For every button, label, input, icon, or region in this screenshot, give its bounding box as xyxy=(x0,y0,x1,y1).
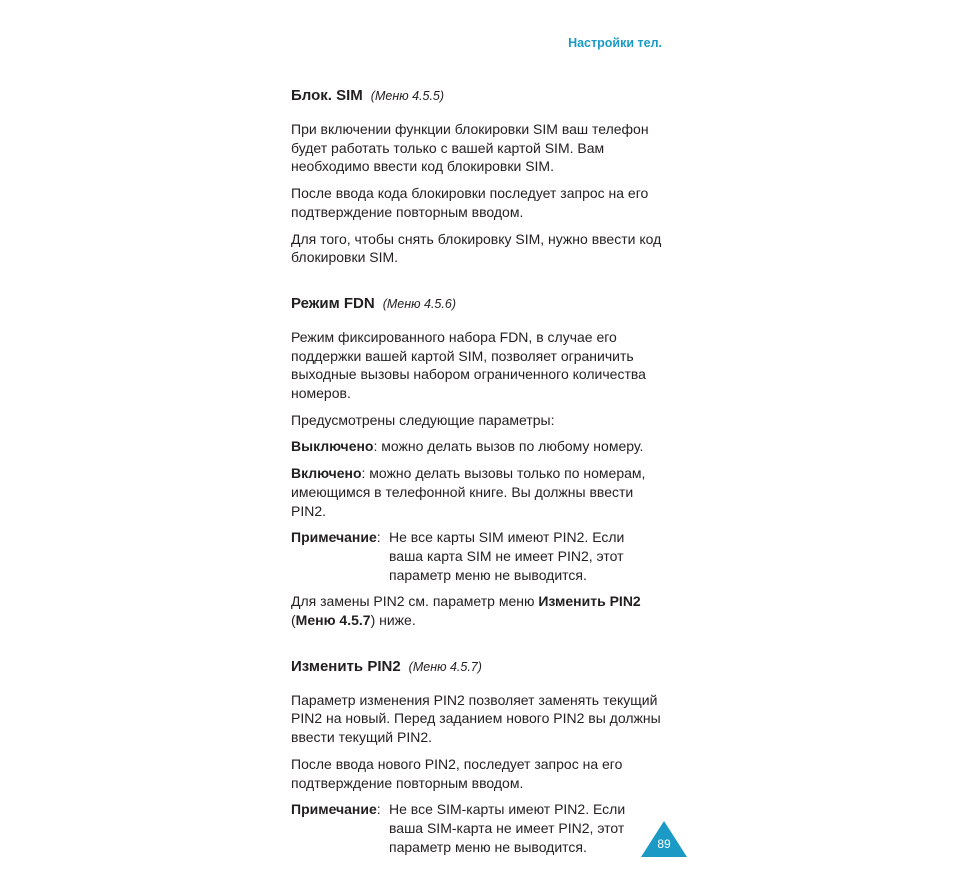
section-title: Изменить PIN2 xyxy=(291,657,401,675)
running-header: Настройки тел. xyxy=(568,36,662,50)
menu-number: Меню 4.5.7 xyxy=(295,612,371,629)
page-content xyxy=(291,87,671,864)
section-heading-fdn xyxy=(291,295,671,312)
note-colon: : xyxy=(376,801,381,818)
text-run: ) ниже. xyxy=(370,612,416,629)
note-text: Не все карты SIM имеют PIN2. Если ваша карта SIM не имеет PIN2, этот параметр меню не выводится. xyxy=(389,529,625,583)
paragraph: При включении функции блокировки SIM ваш телефон будет работать только с вашей картой SIM. Вам необходимо ввести код блокировки SIM. xyxy=(291,121,649,175)
option-text: : можно делать вызов по любому номеру. xyxy=(373,438,644,455)
note-text: Не все SIM-карты имеют PIN2. Если ваша SIM-карта не имеет PIN2, этот параметр меню не выводится. xyxy=(389,801,626,855)
text-run: Для замены PIN2 см. параметр меню xyxy=(291,593,539,610)
option-label: Включено xyxy=(291,465,362,482)
paragraph-pin2-reference xyxy=(291,592,671,629)
section-heading-change-pin2 xyxy=(291,658,671,675)
option-text: : можно делать вызовы только по номерам, имеющимся в телефонной книге. Вы должны ввести PIN2. xyxy=(291,465,646,519)
text-run: ( xyxy=(291,612,296,629)
menu-name: Изменить PIN2 xyxy=(538,593,641,610)
paragraph: Параметр изменения PIN2 позволяет заменять текущий PIN2 на новый. Перед заданием нового PIN2 вы должны ввести текущий PIN2. xyxy=(291,691,661,746)
option-on xyxy=(291,464,671,520)
section-heading-sim-lock xyxy=(291,87,671,104)
menu-reference: (Меню 4.5.6) xyxy=(382,296,456,311)
note-label: Примечание xyxy=(291,801,377,818)
note xyxy=(291,528,671,584)
page-number: 89 xyxy=(657,837,671,851)
paragraph: После ввода кода блокировки последует запрос на его подтверждение повторным вводом. xyxy=(291,185,649,220)
menu-reference: (Меню 4.5.5) xyxy=(370,89,445,103)
paragraph: После ввода нового PIN2, последует запрос на его подтверждение повторным вводом. xyxy=(291,755,623,791)
section-title: Блок. SIM xyxy=(291,87,363,104)
page-number-badge xyxy=(641,821,687,857)
menu-reference: (Меню 4.5.7) xyxy=(408,659,482,674)
paragraph: Предусмотрены следующие параметры: xyxy=(291,411,555,428)
note-label: Примечание xyxy=(291,529,377,546)
option-off xyxy=(291,437,671,456)
section-title: Режим FDN xyxy=(291,294,375,312)
paragraph: Для того, чтобы снять блокировку SIM, нужно ввести код блокировки SIM. xyxy=(291,230,662,266)
note xyxy=(291,800,671,856)
note-colon: : xyxy=(376,529,381,546)
paragraph: Режим фиксированного набора FDN, в случае его поддержки вашей картой SIM, позволяет ограничить выходные вызовы набором ограниченного количества номеров. xyxy=(291,328,646,402)
option-label: Выключено xyxy=(291,438,374,455)
